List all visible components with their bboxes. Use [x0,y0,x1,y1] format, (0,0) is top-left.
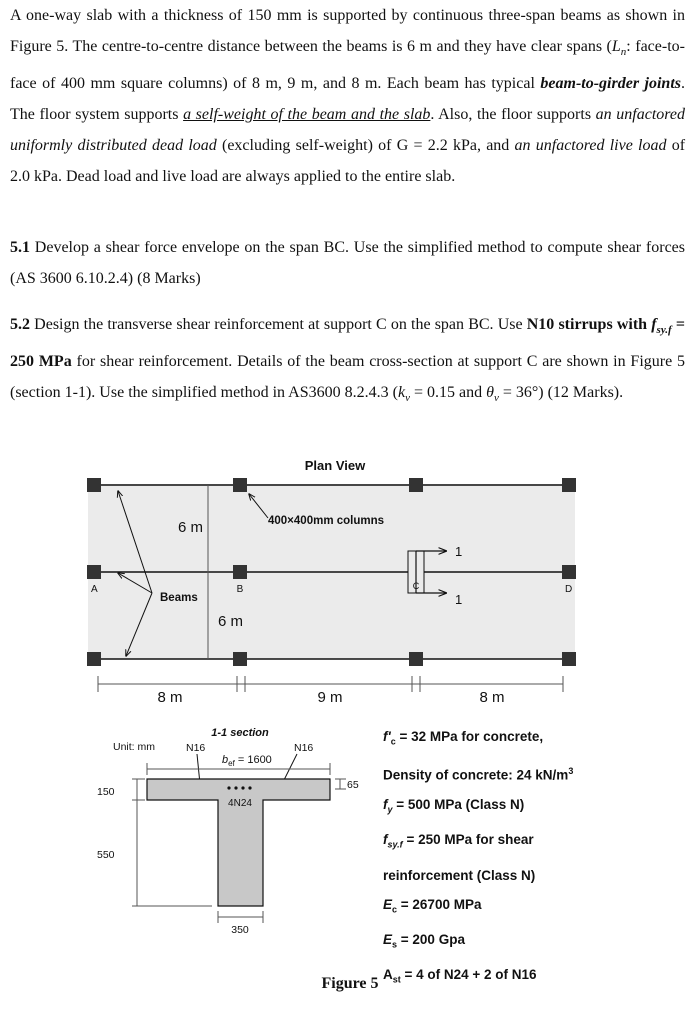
rebar-4 [248,786,251,789]
column-b-bottom [233,652,247,666]
n16-right-label: N16 [294,742,314,754]
kv-symbol: $k_v$ [397,384,410,405]
ln-symbol: $L_n$ [611,38,627,59]
column-d-bottom [562,652,576,666]
n16-left-label: N16 [186,742,206,754]
fsyf-symbol: $f_{sy.f} = 250$ MPa [10,316,685,371]
prop-ast: $A_{st} = 4$ of N24 + 2 of N16 [383,967,537,986]
dim-150-label: 150 [97,786,115,798]
question-5-2: 5.2 Design the transverse shear reinforcement at support C on the span BC. Use N10 stirrups with $f_{sy.f} = 250$ MPa for shear reinforcement. Details of the beam cross-section at support C are shown in Figure 5 (section 1-1). Use the simplified method in AS3600 8.2.4.3 ($k_v = 0.15$ and $\theta_v = 36^\circ$) (12 Marks). [10,316,686,405]
column-d-mid [562,565,576,579]
live-load-text: an unfactored live load [514,137,667,155]
self-weight-text: a self-weight of the beam and the slab [183,106,431,124]
dimension-6m-mid: 6 m [218,613,244,630]
theta-symbol: $\theta_v$ [486,384,499,405]
bef-label: $b_{ef} = 1600$ [222,754,272,768]
question-5-1-number: 5.1 [10,239,30,256]
dim-350-label: 350 [231,924,249,936]
section-title: 1-1 section [211,727,269,739]
column-c-top [409,478,423,492]
span-bc-label: 9 m [317,689,343,706]
rebar-3 [241,786,244,789]
label-b: B [236,584,244,595]
dim-550-label: 550 [97,849,115,861]
dead-load-text: an unfactored uniformly distributed dead load [10,106,686,155]
unit-label: Unit: mm [113,741,155,753]
columns-label: 400×400mm columns [268,515,385,527]
prop-fc: $f'_c = 32$ MPa for concrete, [383,729,544,747]
column-a-top [87,478,101,492]
prop-fsyf: $f_{sy.f} = 250$ MPa for shear [383,832,534,851]
label-a: A [91,584,98,595]
column-a-mid [87,565,101,579]
column-b-mid [233,565,247,579]
column-c-bottom [409,652,423,666]
question-5-2-number: 5.2 [10,316,30,333]
section-mark-bottom: 1 [455,592,463,607]
rebar-2 [234,786,237,789]
span-ab-label: 8 m [157,689,183,706]
section-mark-top: 1 [455,544,463,559]
label-d: D [565,584,573,595]
plan-view-title: Plan View [304,458,366,473]
dim-65-label: 65 [347,779,359,791]
n10-stirrups: N10 stirrups with [526,316,652,333]
prop-ec: $E_c = 26700$ MPa [383,897,482,915]
material-properties [383,722,693,996]
rebar-1 [227,786,230,789]
figure-caption: Figure 5 [321,975,379,992]
prop-es: $E_s = 200$ Gpa [383,932,465,950]
prop-density: Density of concrete: 24 $kN/m^3$ [383,766,574,783]
beam-to-girder-joints: beam-to-girder joints [540,75,681,93]
bars-label: 4N24 [228,798,252,809]
dimension-6m-top: 6 m [178,519,204,536]
column-a-bottom [87,652,101,666]
prop-fy: $f_y = 500$ MPa (Class N) [383,797,525,815]
column-d-top [562,478,576,492]
question-5-1: 5.1 Develop a shear force envelope on the span BC. Use the simplified method to compute shear forces (AS 3600 6.10.2.4) (8 Marks) [10,239,685,287]
column-b-top [233,478,247,492]
prop-fsyf-line2: reinforcement (Class N) [383,867,536,883]
span-cd-label: 8 m [479,689,505,706]
label-c: C [412,581,420,591]
problem-intro: A one-way slab with a thickness of 150 mm is supported by continuous three-span beams as shown in Figure 5. The centre-to-centre distance between the beams is 6 m and they have clear spans ($L_n$: face-to-face of 400 mm square columns) of 8 m, 9 m, and 8 m. Each beam has typical beam-to-girder joints. The floor system supports a self-weight of the beam and the slab. Also, the floor supports an unfactored uniformly distributed dead load (excluding self-weight) of G = 2.2 kPa, and an unfactored live load of 2.0 kPa. Dead load and live load are always applied to the entire slab. [10,7,686,186]
beams-label: Beams [160,592,198,604]
